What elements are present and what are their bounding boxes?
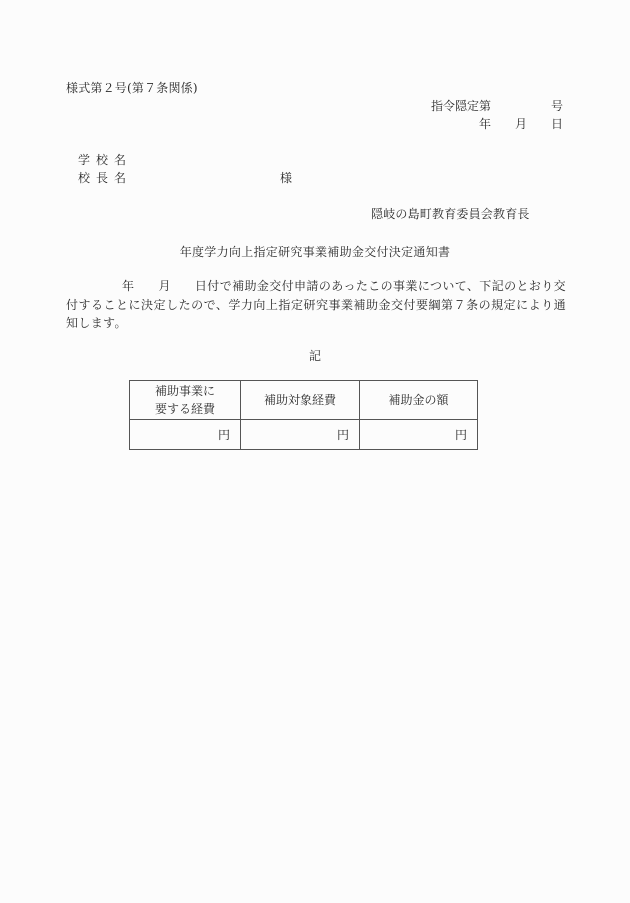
issuer: 隠岐の島町教育委員会教育長	[371, 207, 530, 221]
notice-number-suffix: 号	[550, 99, 563, 113]
header-project-cost-line1: 補助事業に	[154, 384, 215, 398]
school-name-label: 学校名	[78, 153, 133, 167]
header-project-cost-line2: 要する経費	[154, 402, 215, 416]
header-project-cost	[130, 381, 241, 420]
body-text: 日付で補助金交付申請のあったこの事業について、下記のとおり交付することに決定したので、学力向上指定研究事業補助金交付要綱第７条の規定により通知します。	[66, 279, 566, 330]
cell-eligible-cost: 円	[241, 420, 360, 450]
body-paragraph	[66, 277, 566, 333]
date-day: 日	[550, 117, 563, 131]
form-identifier: 様式第２号(第７条関係)	[66, 81, 198, 95]
issue-date	[455, 117, 563, 131]
ki-heading: 記	[308, 349, 321, 363]
table-header-row	[130, 381, 478, 420]
notice-number	[431, 99, 563, 113]
header-grant-amount: 補助金の額	[360, 381, 478, 420]
date-year: 年	[478, 117, 491, 131]
body-month: 月	[158, 279, 171, 293]
principal-name-label: 校長名	[78, 171, 133, 185]
notice-number-prefix: 指令隠定第	[430, 99, 491, 113]
table-row	[130, 420, 478, 450]
date-month: 月	[514, 117, 527, 131]
grant-table	[129, 380, 478, 450]
cell-grant-amount: 円	[360, 420, 478, 450]
honorific: 様	[280, 171, 293, 185]
header-eligible-cost: 補助対象経費	[241, 381, 360, 420]
body-year: 年	[122, 279, 135, 293]
principal-line	[78, 171, 292, 185]
cell-project-cost: 円	[130, 420, 241, 450]
document-title: 年度学力向上指定研究事業補助金交付決定通知書	[179, 245, 451, 259]
